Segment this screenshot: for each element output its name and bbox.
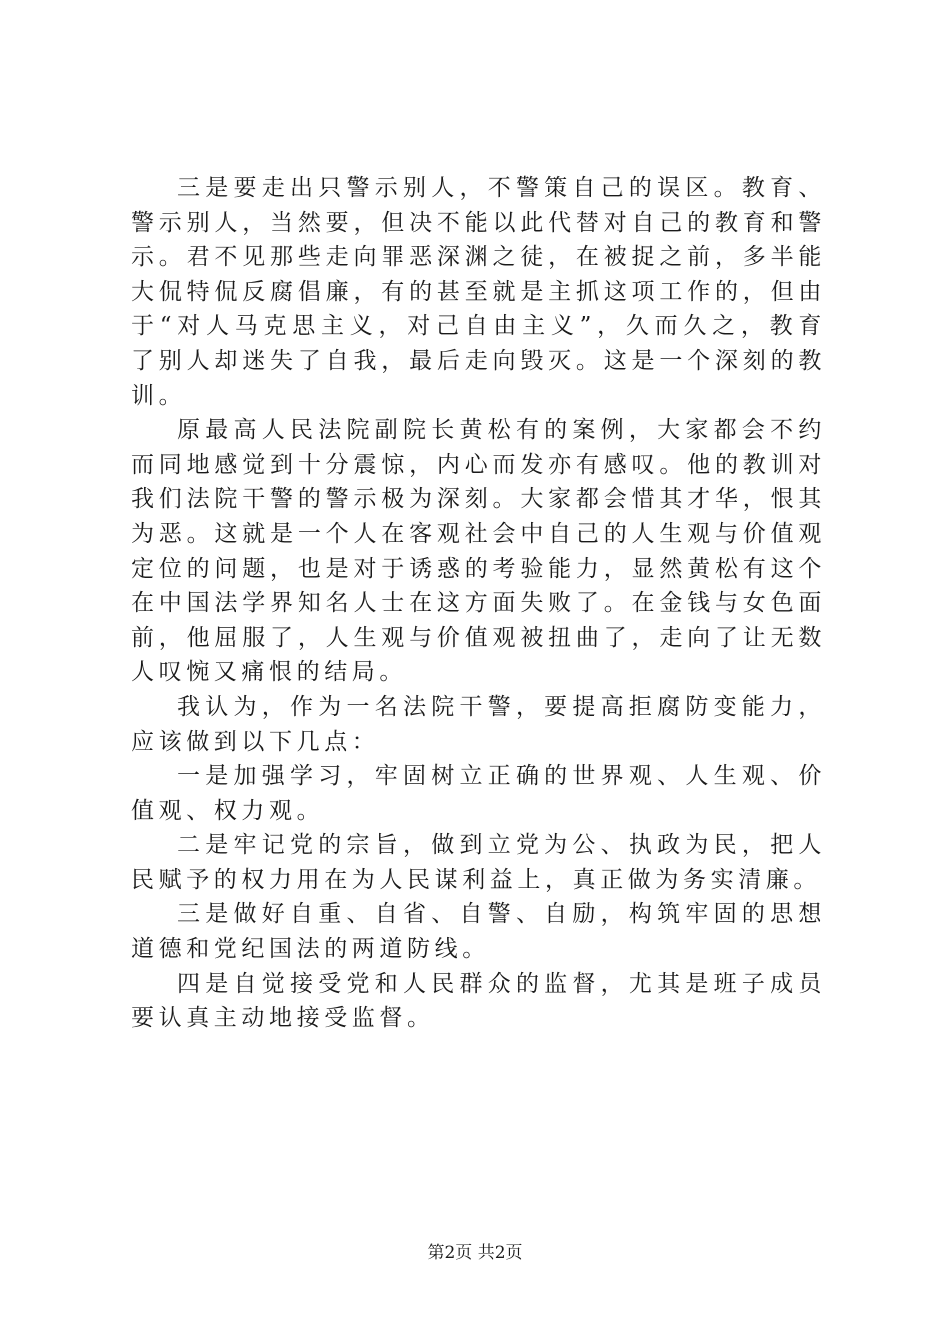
paragraph-2: 原最高人民法院副院长黄松有的案例，大家都会不约而同地感觉到十分震惊，内心而发亦有感叹。他的教训对我们法院干警的警示极为深刻。大家都会惜其才华，恨其为恶。这就是一个人在客观社会中自己的人生观与价值观定位的问题，也是对于诱惑的考验能力，显然黄松有这个在中国法学界知名人士在这方面失败了。在金钱与女色面前，他屈服了，人生观与价值观被扭曲了，走向了让无数人叹惋又痛恨的结局。 bbox=[131, 417, 826, 686]
paragraph-4: 一是加强学习，牢固树立正确的世界观、人生观、价值观、权力观。 bbox=[131, 763, 826, 824]
paragraph-1: 三是要走出只警示别人，不警策自己的误区。教育、警示别人，当然要，但决不能以此代替对自己的教育和警示。君不见那些走向罪恶深渊之徒，在被捉之前，多半能大侃特侃反腐倡廉，有的甚至就是主抓这项工作的，但由于“对人马克思主义，对己自由主义”，久而久之，教育了别人却迷失了自我，最后走向毁灭。这是一个深刻的教训。 bbox=[131, 175, 826, 409]
document-body bbox=[131, 171, 826, 1036]
paragraph-7: 四是自觉接受党和人民群众的监督，尤其是班子成员要认真主动地接受监督。 bbox=[131, 970, 826, 1032]
paragraph-3: 我认为，作为一名法院干警，要提高拒腐防变能力，应该做到以下几点： bbox=[131, 693, 826, 755]
paragraph-6: 三是做好自重、自省、自警、自励，构筑牢固的思想道德和党纪国法的两道防线。 bbox=[131, 901, 826, 963]
paragraph-5: 二是牢记党的宗旨，做到立党为公、执政为民，把人民赋予的权力用在为人民谋利益上，真正做为务实清廉。 bbox=[131, 832, 826, 893]
page-number-footer: 第2页 共2页 bbox=[427, 1243, 523, 1263]
